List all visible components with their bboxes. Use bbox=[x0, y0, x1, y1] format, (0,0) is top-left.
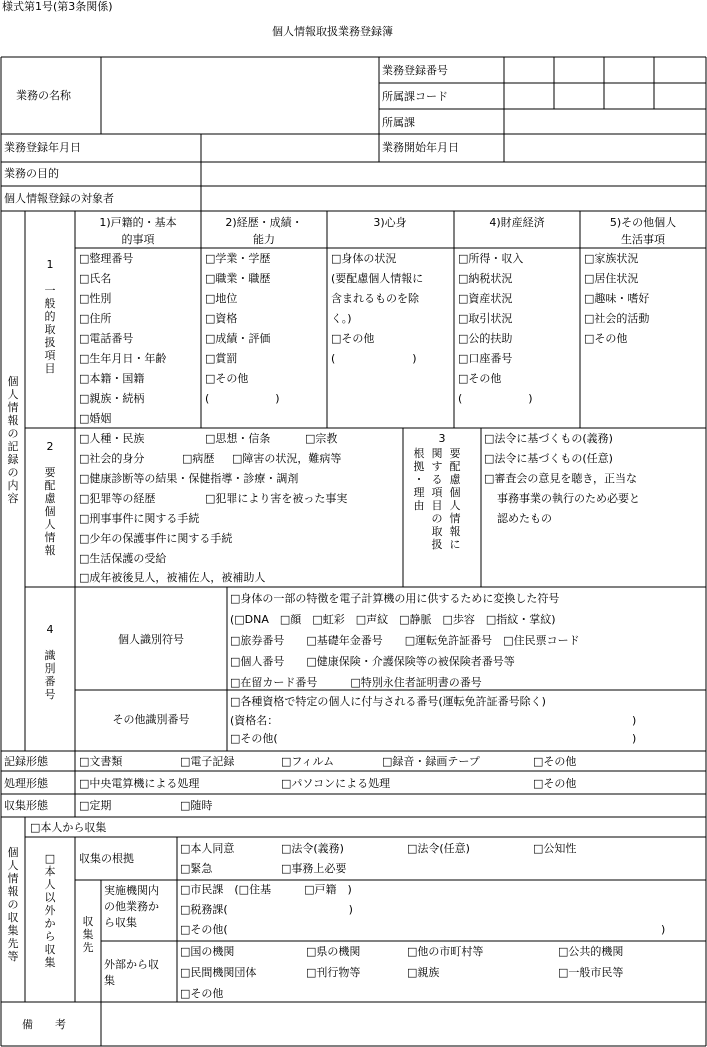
col4-item[interactable]: □取引状況 bbox=[458, 312, 513, 325]
external-option[interactable]: □親族 bbox=[407, 966, 440, 979]
sensitive-item[interactable]: □人種・民族 bbox=[79, 432, 145, 445]
col1-item[interactable]: □性別 bbox=[79, 292, 112, 305]
business-name-label: 業務の名称 bbox=[16, 89, 71, 102]
col1-item[interactable]: □親族・続柄 bbox=[79, 392, 145, 405]
id-label: 4 識 別 番 号 bbox=[44, 623, 56, 701]
reason-item[interactable]: □法令に基づくもの(任意) bbox=[484, 452, 613, 465]
id-other-item[interactable]: □各種資格で特定の個人に付与される番号(運転免許証番号除く) bbox=[230, 695, 546, 708]
basis-option[interactable]: □法令(義務) bbox=[281, 842, 344, 855]
process-form-option[interactable]: □その他 bbox=[533, 777, 577, 790]
id-code-item[interactable]: (□DNA □顔 □虹彩 □声紋 □静脈 □歩容 □指紋・掌紋) bbox=[230, 613, 556, 626]
col4-item[interactable]: □納税状況 bbox=[458, 272, 513, 285]
sensitive-item[interactable]: □社会的身分 bbox=[79, 452, 145, 465]
collect-from-self[interactable]: □本人から収集 bbox=[30, 821, 107, 834]
col1-item[interactable]: □電話番号 bbox=[79, 332, 134, 345]
basis-option[interactable]: □公知性 bbox=[533, 842, 577, 855]
col4-item[interactable]: □口座番号 bbox=[458, 352, 513, 365]
internal-label: の他業務か bbox=[104, 900, 159, 913]
col1-item[interactable]: □婚姻 bbox=[79, 412, 112, 425]
col3-item: く。) bbox=[331, 312, 352, 325]
col5-header-2: 生活事項 bbox=[621, 233, 665, 246]
remarks-label: 備 考 bbox=[22, 1018, 66, 1031]
col3-item: 含まれるものを除 bbox=[331, 292, 419, 305]
col1-item[interactable]: □住所 bbox=[79, 312, 112, 325]
id-other-item: (資格名： bbox=[230, 714, 279, 727]
col2-item[interactable]: □職業・職歴 bbox=[205, 272, 271, 285]
external-label: 外部から収 bbox=[104, 958, 159, 971]
col4-header: 4)財産経済 bbox=[489, 216, 545, 229]
basis-option[interactable]: □法令(任意) bbox=[407, 842, 470, 855]
record-side-label: 個 人 情 報 の 記 録 の 内 容 bbox=[7, 375, 19, 505]
col2-item: ( ) bbox=[205, 392, 280, 405]
reg-date-label: 業務登録年月日 bbox=[4, 141, 81, 154]
id-other-label: その他識別番号 bbox=[112, 713, 190, 726]
col4-item[interactable]: □資産状況 bbox=[458, 292, 513, 305]
internal-option[interactable]: □税務課( ) bbox=[180, 903, 353, 916]
col5-header: 5)その他個人 bbox=[609, 216, 677, 229]
col5-item[interactable]: □社会的活動 bbox=[584, 312, 650, 325]
col3-item: ( ) bbox=[331, 352, 417, 365]
basis-option[interactable]: □緊急 bbox=[180, 862, 213, 875]
col2-item[interactable]: □資格 bbox=[205, 312, 238, 325]
reason-number: 3 bbox=[438, 432, 446, 445]
collection-side-label: 個 人 情 報 の 収 集 先 等 bbox=[7, 846, 19, 963]
form-title: 個人情報取扱業務登録簿 bbox=[272, 25, 393, 38]
col3-item[interactable]: □その他 bbox=[331, 332, 375, 345]
id-code-item[interactable]: □在留カード番号 □特別永住者証明書の番号 bbox=[230, 676, 482, 689]
record-form-option[interactable]: □電子記録 bbox=[180, 755, 235, 768]
col4-item[interactable]: □公的扶助 bbox=[458, 332, 513, 345]
external-option[interactable]: □国の機関 bbox=[180, 945, 235, 958]
id-other-item[interactable]: □その他( bbox=[230, 732, 278, 745]
col2-header-2: 能力 bbox=[253, 233, 275, 246]
record-form-option[interactable]: □録音・録画テープ bbox=[382, 755, 480, 768]
sensitive-item[interactable]: □少年の保護事件に関する手続 bbox=[79, 532, 233, 545]
internal-label: 実施機関内 bbox=[104, 884, 159, 897]
sensitive-item[interactable]: □健康診断等の結果・保健指導・診療・調剤 bbox=[79, 472, 299, 485]
sensitive-item[interactable]: □犯罪等の経歴 bbox=[79, 492, 156, 505]
id-code-item[interactable]: □個人番号 □健康保険・介護保険等の被保険者番号等 bbox=[230, 655, 515, 668]
external-option[interactable]: □民間機関団体 bbox=[180, 966, 257, 979]
reason-item[interactable]: □法令に基づくもの(義務) bbox=[484, 432, 613, 445]
process-form-option[interactable]: □中央電算機による処理 bbox=[79, 777, 200, 790]
id-code-item[interactable]: □旅券番号 □基礎年金番号 □運転免許証番号 □住民票コード bbox=[230, 634, 580, 647]
basis-label: 収集の根拠 bbox=[79, 852, 134, 865]
reason-item: 事務事業の執行のため必要と bbox=[497, 492, 640, 505]
col3-item: (要配慮個人情報に bbox=[331, 272, 424, 285]
form-number: 様式第1号(第3条関係) bbox=[2, 0, 113, 13]
col1-item[interactable]: □氏名 bbox=[79, 272, 112, 285]
internal-option-close: ) bbox=[650, 923, 666, 936]
collect-form-option[interactable]: □随時 bbox=[180, 799, 213, 812]
sensitive-item[interactable]: □障害の状況，難病等 bbox=[232, 452, 342, 465]
sensitive-label: 2 要 配 慮 個 人 情 報 bbox=[44, 440, 56, 557]
collect-form-option[interactable]: □定期 bbox=[79, 799, 112, 812]
reason-item: 認めたもの bbox=[497, 512, 552, 525]
sensitive-item[interactable]: □生活保護の受給 bbox=[79, 552, 167, 565]
reason-col: 根 拠 ・ 理 由 bbox=[413, 447, 425, 512]
process-form-option[interactable]: □パソコンによる処理 bbox=[281, 777, 391, 790]
col5-item[interactable]: □趣味・嗜好 bbox=[584, 292, 650, 305]
external-option[interactable]: □一般市民等 bbox=[558, 966, 624, 979]
internal-option[interactable]: □その他( bbox=[180, 923, 228, 936]
general-items-label: 1 一 般 的 取 扱 項 目 bbox=[44, 258, 56, 375]
id-code-label: 個人識別符号 bbox=[118, 633, 184, 646]
col5-item[interactable]: □その他 bbox=[584, 332, 628, 345]
col4-item: ( ) bbox=[458, 392, 533, 405]
subjects-label: 個人情報登録の対象者 bbox=[4, 192, 114, 205]
internal-label: ら収集 bbox=[104, 916, 137, 929]
col2-item[interactable]: □その他 bbox=[205, 372, 249, 385]
col2-item[interactable]: □地位 bbox=[205, 292, 238, 305]
internal-option[interactable]: □市民課 (□住基 □戸籍 ) bbox=[180, 883, 352, 896]
sensitive-item[interactable]: □病歴 bbox=[182, 452, 215, 465]
col4-item[interactable]: □所得・収入 bbox=[458, 252, 524, 265]
external-label: 集 bbox=[104, 974, 115, 987]
reason-item[interactable]: □審査会の意見を聴き，正当な bbox=[484, 472, 637, 485]
record-form-option[interactable]: □フィルム bbox=[281, 755, 335, 768]
col5-item[interactable]: □居住状況 bbox=[584, 272, 639, 285]
record-form-option[interactable]: □文書類 bbox=[79, 755, 123, 768]
external-option[interactable]: □県の機関 bbox=[306, 945, 361, 958]
collect-form-label: 収集形態 bbox=[4, 799, 48, 812]
col1-header: 1)戸籍的・基本 bbox=[99, 216, 177, 229]
col2-item[interactable]: □学業・学歴 bbox=[205, 252, 271, 265]
reg-no-label: 業務登録番号 bbox=[382, 64, 448, 77]
record-form-option[interactable]: □その他 bbox=[533, 755, 577, 768]
dept-code-label: 所属課コード bbox=[382, 90, 448, 103]
sensitive-item[interactable]: □成年被後見人，被補佐人，被補助人 bbox=[79, 571, 266, 584]
col1-item[interactable]: □整理番号 bbox=[79, 252, 134, 265]
purpose-label: 業務の目的 bbox=[4, 167, 59, 180]
collect-from-others[interactable]: □ 本 人 以 外 か ら 収 集 bbox=[44, 852, 56, 969]
external-option[interactable]: □公共的機関 bbox=[558, 945, 624, 958]
col1-item[interactable]: □生年月日・年齢 bbox=[79, 352, 167, 365]
reason-col: 要 配 慮 個 人 情 報 に bbox=[449, 447, 461, 551]
dept-label: 所属課 bbox=[382, 116, 415, 129]
col2-item[interactable]: □賞罰 bbox=[205, 352, 238, 365]
col3-item[interactable]: □身体の状況 bbox=[331, 252, 397, 265]
sensitive-item[interactable]: □刑事事件に関する手続 bbox=[79, 512, 200, 525]
col3-header: 3)心身 bbox=[373, 216, 407, 229]
start-date-label: 業務開始年月日 bbox=[382, 141, 459, 154]
col2-item[interactable]: □成績・評価 bbox=[205, 332, 271, 345]
process-form-label: 処理形態 bbox=[4, 777, 48, 790]
sensitive-item[interactable]: □思想・信条 bbox=[205, 432, 271, 445]
col2-header: 2)経歴・成績・ bbox=[225, 216, 303, 229]
source-label: 収 集 先 bbox=[82, 915, 94, 954]
external-option[interactable]: □他の市町村等 bbox=[407, 945, 484, 958]
sensitive-item[interactable]: □犯罪により害を被った事実 bbox=[205, 492, 348, 505]
col1-item[interactable]: □本籍・国籍 bbox=[79, 372, 145, 385]
basis-option[interactable]: □事務上必要 bbox=[281, 862, 347, 875]
external-option[interactable]: □刊行物等 bbox=[306, 966, 361, 979]
sensitive-item[interactable]: □宗教 bbox=[305, 432, 338, 445]
external-option[interactable]: □その他 bbox=[180, 987, 224, 1000]
col5-item[interactable]: □家族状況 bbox=[584, 252, 639, 265]
id-other-close: ) bbox=[632, 714, 637, 727]
record-form-label: 記録形態 bbox=[4, 755, 48, 768]
col4-item[interactable]: □その他 bbox=[458, 372, 502, 385]
id-other-close: ) bbox=[632, 732, 637, 745]
col1-header-2: 的事項 bbox=[121, 233, 155, 246]
reason-col: 関 す る 項 目 の 取 扱 bbox=[431, 447, 443, 551]
basis-option[interactable]: □本人同意 bbox=[180, 842, 235, 855]
id-code-item[interactable]: □身体の一部の特徴を電子計算機の用に供するために変換した符号 bbox=[230, 592, 560, 605]
